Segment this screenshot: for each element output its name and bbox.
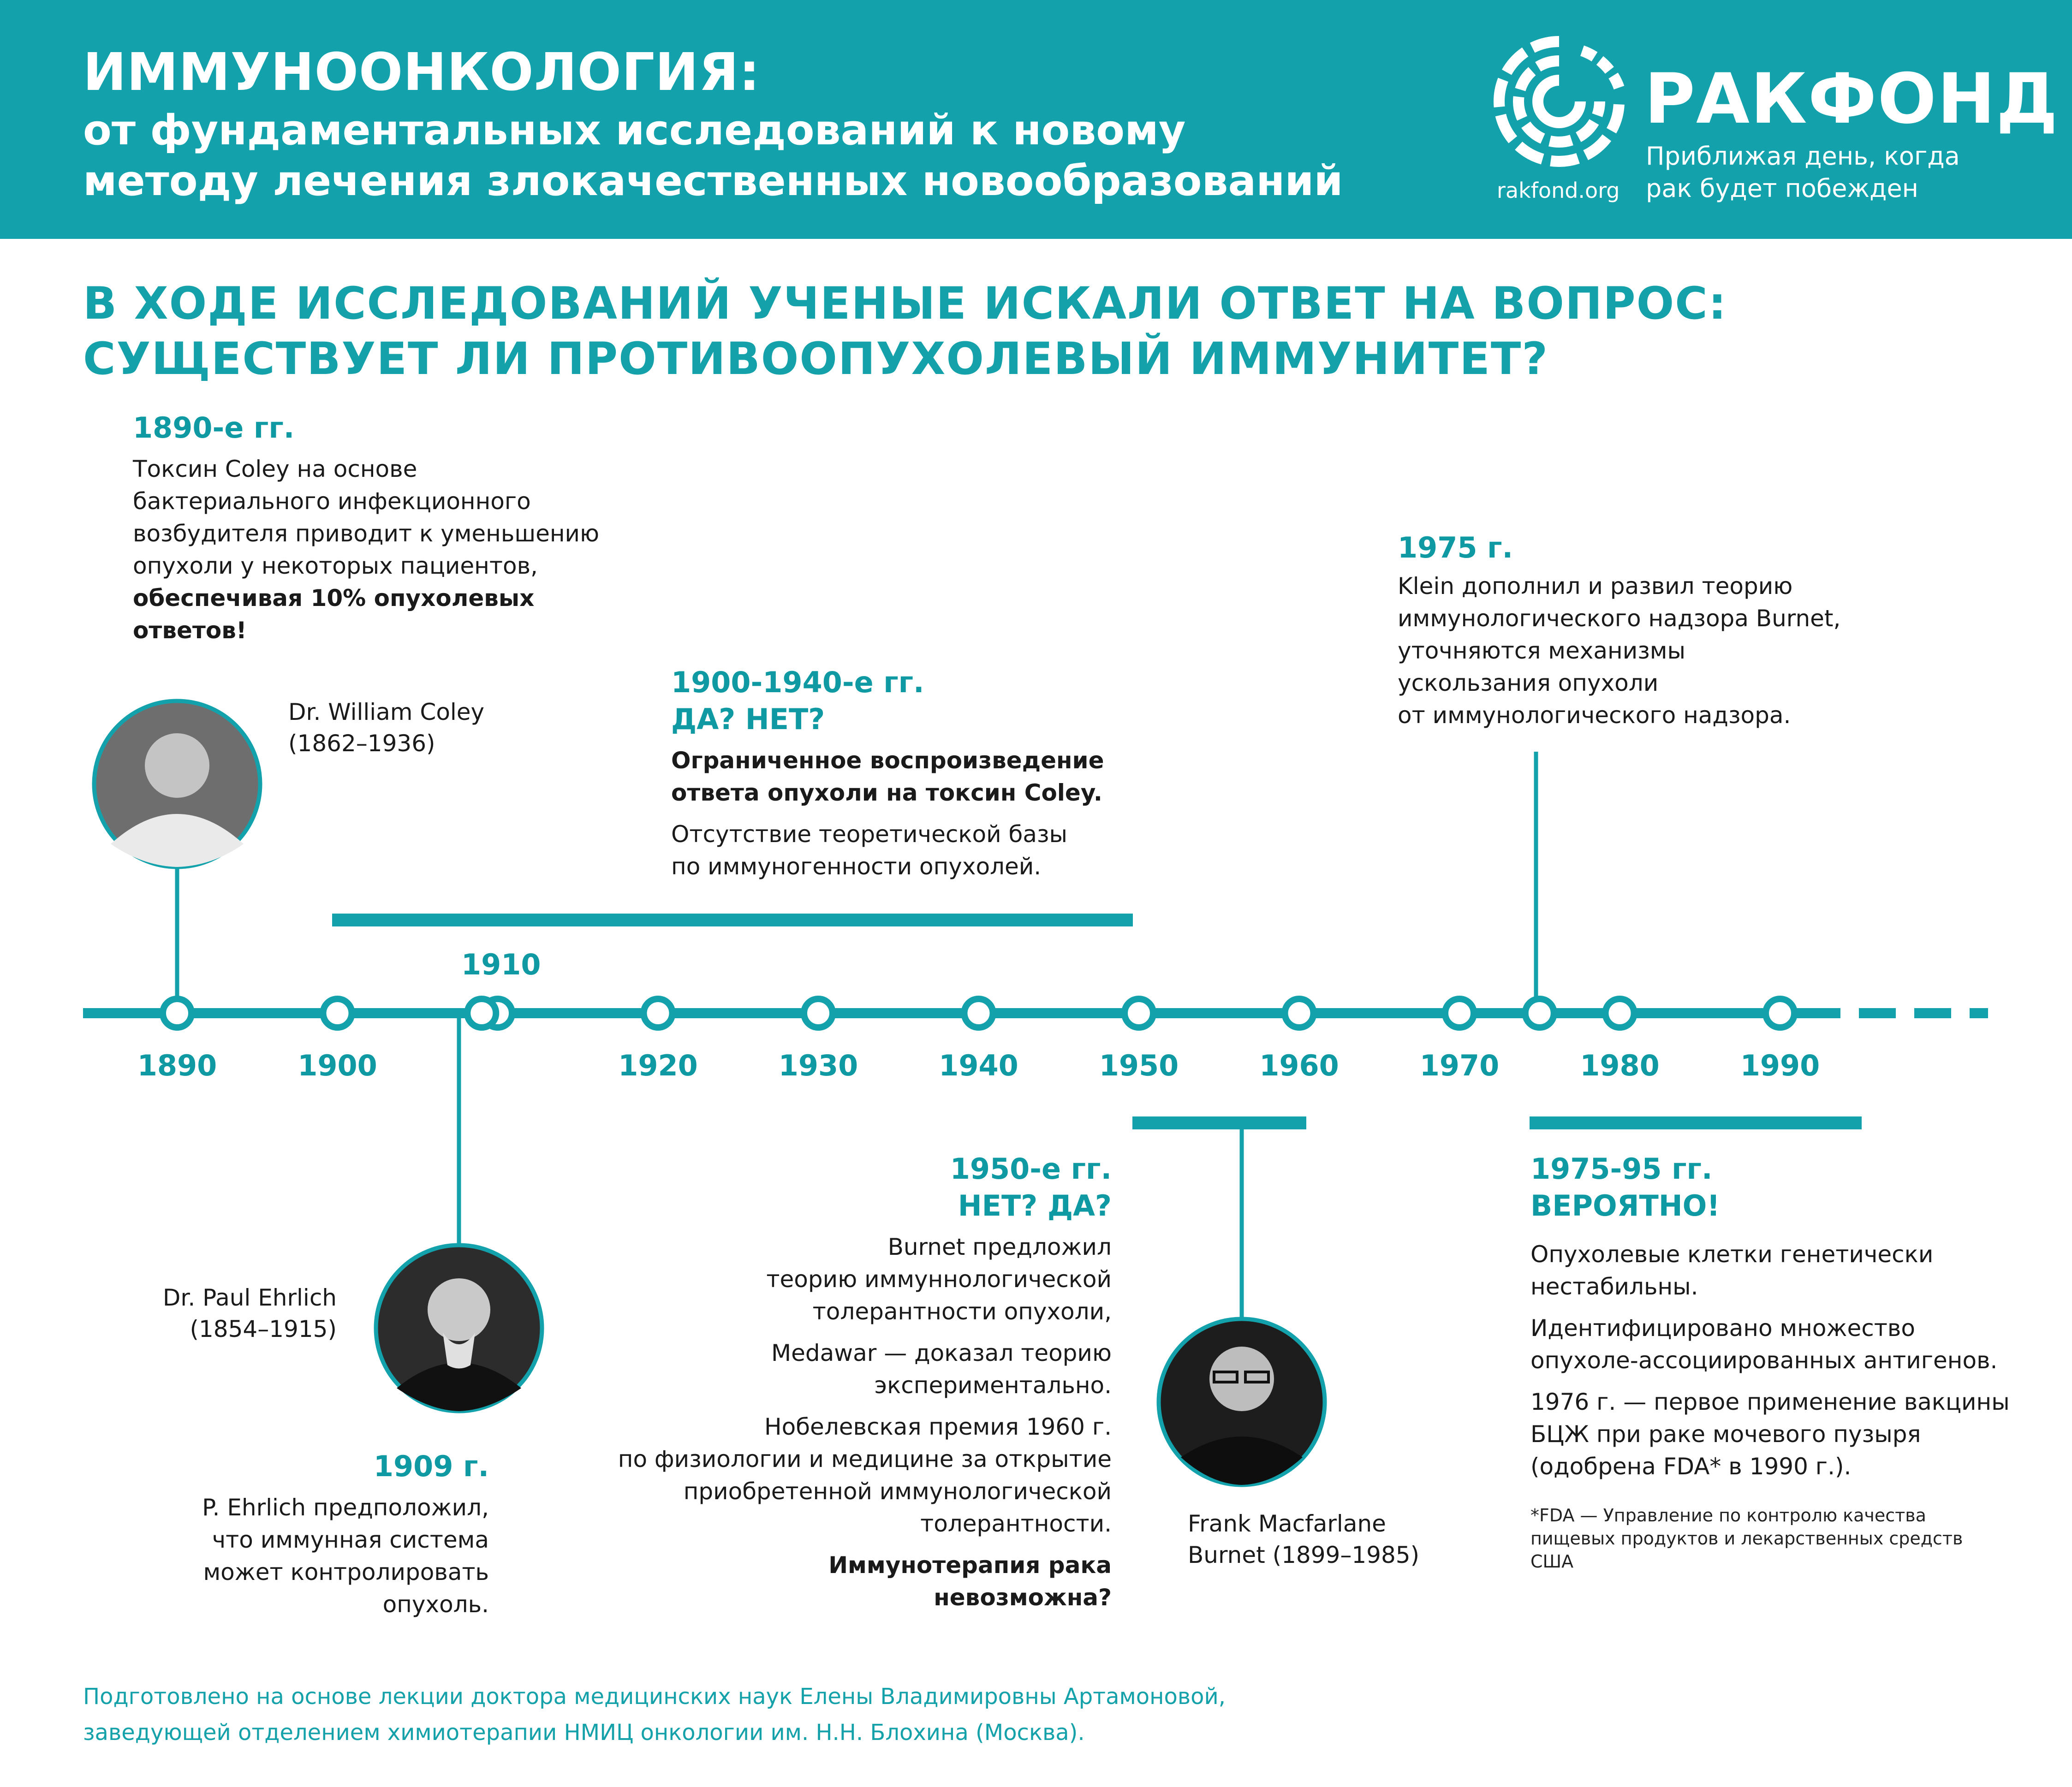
caption-coley-name: Dr. William Coley [288,699,485,725]
event-1890s-text [133,453,640,647]
caption-burnet-name: Frank Macfarlane [1188,1510,1386,1537]
event-1909-line: что иммунная система [212,1526,489,1553]
portrait-burnet [1159,1319,1325,1485]
footer-line1: Подготовлено на основе лекции доктора медицинских наук Елены Владимировны Артамоновой, [83,1684,1226,1710]
event-1975-95 [1530,1151,2052,1573]
event-1950s-line: по физиологии и медицине за открытие [618,1446,1112,1472]
timeline-node-1940 [965,999,993,1027]
event-1909-line: опухоль. [382,1591,489,1618]
timeline-node-1970 [1445,999,1474,1027]
logo-name: РАКФОНД [1644,59,2059,139]
event-1950s-line: Нобелевская премия 1960 г. [764,1413,1112,1440]
fda-footnote-line: США [1530,1551,1574,1572]
event-1950s-text [554,1231,1112,1614]
tick-label-1930: 1930 [778,1049,858,1082]
tick-label-1900: 1900 [298,1049,377,1082]
caption-ehrlich-name: Dr. Paul Ehrlich [162,1284,337,1311]
event-1950s-line: приобретенной иммунологической [683,1478,1112,1505]
event-1975-line: уточняются механизмы [1398,637,1685,664]
tick-label-1920: 1920 [618,1049,698,1082]
event-1900-1940-text [671,744,1132,883]
tick-label-1940: 1940 [939,1049,1018,1082]
question-line1: В ХОДЕ ИССЛЕДОВАНИЙ УЧЕНЫЕ ИСКАЛИ ОТВЕТ НА ВОПРОС: [83,278,1727,329]
event-1900-1940-line: Отсутствие теоретической базы [671,821,1068,848]
event-1950s-line: толерантности. [920,1510,1112,1537]
event-1890s-line: опухоли у некоторых пациентов, [133,552,538,579]
event-1975-95-line: БЦЖ при раке мочевого пузыря [1530,1421,1921,1448]
caption-coley-years: (1862–1936) [288,730,435,757]
fda-footnote-line: *FDA — Управление по контролю качества [1530,1505,1926,1526]
event-1975-text [1398,570,1951,731]
event-1950s-bold-line: Иммунотерапия рака [828,1552,1112,1579]
tick-label-1910-above: 1910 [461,948,541,981]
footer-line2: заведующей отделением химиотерапии НМИЦ онкологии им. Н.Н. Блохина (Москва). [83,1720,1085,1745]
fda-footnote [1530,1504,2052,1573]
event-1909-period: 1909 г. [373,1449,489,1483]
event-1900-1940-bold-line: ответа опухоли на токсин Coley. [671,779,1102,806]
caption-ehrlich-years: (1854–1915) [190,1316,337,1342]
tick-label-1970: 1970 [1419,1049,1500,1082]
event-1890s-bold-line: ответов! [133,617,247,644]
fda-footnote-line: пищевых продуктов и лекарственных средств [1530,1528,1963,1549]
event-1975-line: ускользания опухоли [1398,670,1659,696]
event-1890s-line: возбудителя приводит к уменьшению [133,520,600,547]
logo-tagline-line1: Приближая день, когда [1646,142,1960,171]
timeline-node-1980 [1606,999,1634,1027]
event-1950s-line: Burnet предложил [887,1234,1112,1260]
caption-burnet [1188,1508,1419,1571]
event-1975-line: Klein дополнил и развил теорию [1398,573,1793,600]
event-1900-1940-bold-line: Ограниченное воспроизведение [671,747,1104,774]
caption-burnet-years: Burnet (1899–1985) [1188,1542,1420,1568]
timeline-node-1920 [644,999,673,1027]
event-1975-period: 1975 г. [1398,531,1513,564]
event-1900-1940 [671,664,1132,883]
page-title: ИММУНООНКОЛОГИЯ: [83,42,761,102]
event-1950s-line: экспериментально. [874,1372,1112,1399]
event-1900-1940-line: по иммуногенности опухолей. [671,853,1042,880]
event-1950s-verdict: НЕТ? ДА? [958,1189,1112,1223]
event-1909-line: может контролировать [203,1559,489,1585]
event-1900-1940-period: 1900-1940-е гг. [671,665,924,699]
timeline-node-1900 [323,999,352,1027]
event-1975-95-line: Идентифицировано множество [1530,1315,1915,1342]
event-1909-line: P. Ehrlich предположил, [202,1494,489,1521]
event-1975-95-text [1530,1238,2052,1483]
timeline-event-node-1909 [467,999,496,1027]
timeline-node-1930 [804,999,833,1027]
footer-credit [83,1679,1226,1751]
tick-label-1950: 1950 [1099,1049,1179,1082]
event-1890s-bold-line: обеспечивая 10% опухолевых [133,585,535,611]
event-1975-95-verdict: ВЕРОЯТНО! [1530,1189,1720,1223]
event-1900-1940-verdict: ДА? НЕТ? [671,702,825,736]
event-1950s-line: теорию иммуннологической [766,1266,1112,1293]
event-1950s-line: толерантности опухоли, [812,1298,1112,1325]
logo-url: rakfond.org [1497,178,1620,203]
timeline-event-node-1975 [1525,999,1554,1027]
event-1975-95-line: Опухолевые клетки генетически [1530,1241,1934,1268]
event-1975-line: от иммунологического надзора. [1398,702,1791,729]
event-1975-line: иммунологического надзора Burnet, [1398,605,1841,632]
event-1890s-line: Токсин Coley на основе [133,456,417,482]
page-subtitle-line2: методу лечения злокачественных новообразований [83,157,1343,205]
event-1975 [1398,529,1951,731]
tick-label-1890: 1890 [137,1049,217,1082]
question-line2: СУЩЕСТВУЕТ ЛИ ПРОТИВООПУХОЛЕВЫЙ ИММУНИТЕТ? [83,333,1548,385]
event-1890s [133,410,640,647]
tick-label-1960: 1960 [1259,1049,1339,1082]
caption-ehrlich [115,1282,337,1345]
caption-coley [288,696,484,759]
timeline-node-1890 [163,999,191,1027]
event-1950s-period: 1950-е гг. [950,1152,1112,1186]
timeline-node-1990 [1766,999,1794,1027]
timeline-node-1950 [1125,999,1153,1027]
event-1950s-bold-line: невозможна? [934,1584,1112,1611]
tick-label-1980: 1980 [1580,1049,1660,1082]
event-1909-text [120,1491,489,1621]
event-1975-95-line: (одобрена FDA* в 1990 г.). [1530,1453,1852,1480]
event-1975-95-period: 1975-95 гг. [1530,1152,1713,1186]
event-1950s-line: Medawar — доказал теорию [771,1340,1112,1366]
event-1909 [120,1448,489,1621]
page-subtitle-line1: от фундаментальных исследований к новому [83,106,1186,154]
event-1975-95-line: опухоле-ассоциированных антигенов. [1530,1347,1998,1374]
portrait-coley [94,701,260,867]
event-1890s-period: 1890-е гг. [133,411,295,445]
timeline-node-1960 [1285,999,1314,1027]
tick-label-1990: 1990 [1740,1049,1820,1082]
event-1950s [554,1151,1112,1614]
portrait-ehrlich [376,1245,542,1411]
event-1890s-line: бактериального инфекционного [133,488,531,515]
event-1975-95-line: 1976 г. — первое применение вакцины [1530,1389,2010,1415]
event-1975-95-line: нестабильны. [1530,1273,1698,1300]
logo-tagline-line2: рак будет побежден [1646,174,1918,203]
